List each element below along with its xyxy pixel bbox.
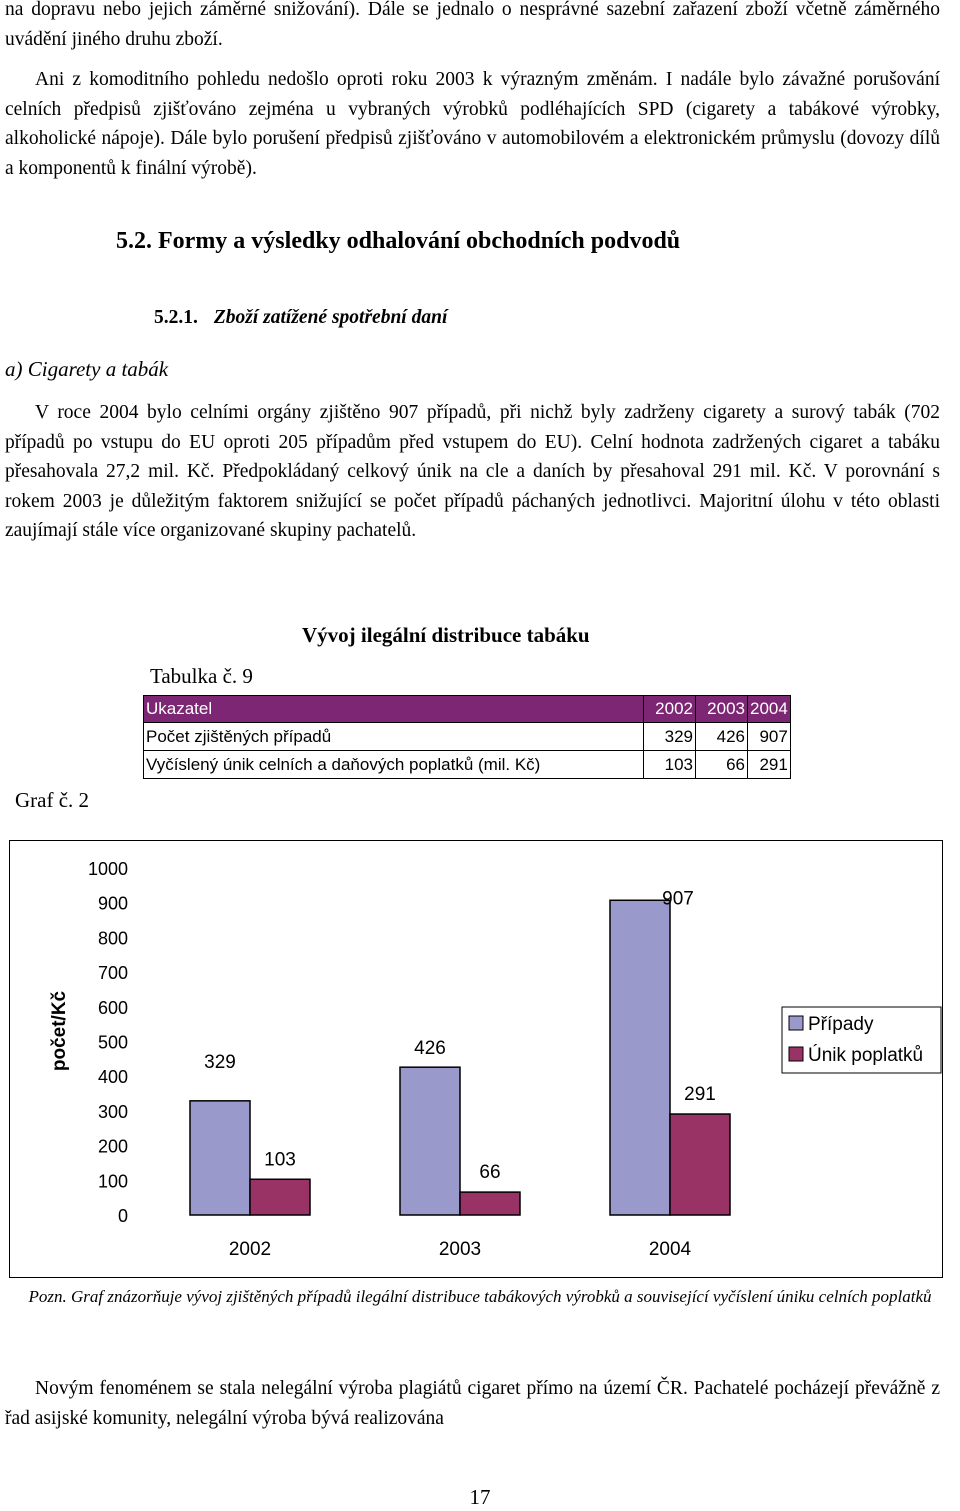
table-cell: 329 bbox=[644, 723, 696, 751]
table-header-row bbox=[144, 696, 791, 723]
x-tick-label: 2003 bbox=[438, 1239, 482, 1260]
y-tick-label: 300 bbox=[97, 1101, 128, 1122]
table-label: Tabulka č. 9 bbox=[150, 664, 253, 688]
bar-leak-2002 bbox=[250, 1179, 310, 1215]
table-header-cell: 2003 bbox=[696, 696, 748, 723]
bar-cases-2004 bbox=[610, 900, 670, 1215]
table-header-cell: 2002 bbox=[644, 696, 696, 723]
data-label: 103 bbox=[264, 1149, 296, 1171]
x-tick-label: 2002 bbox=[228, 1239, 272, 1260]
y-tick-label: 0 bbox=[117, 1206, 128, 1226]
chart-note bbox=[0, 1285, 960, 1308]
legend-swatch-leak bbox=[789, 1047, 803, 1061]
data-label: 907 bbox=[662, 888, 694, 910]
subsection-heading bbox=[154, 307, 447, 329]
table-cell: 103 bbox=[644, 751, 696, 779]
table-cell: 907 bbox=[748, 723, 791, 751]
chart-note-text: Pozn. Graf znázorňuje vývoj zjištěných případů ilegální distribuce tabákových výrobků a související vyčíslení úniku celních poplatků bbox=[28, 1287, 932, 1306]
bar-cases-2003 bbox=[400, 1067, 460, 1215]
bar-leak-2003 bbox=[460, 1192, 520, 1215]
data-table bbox=[143, 695, 791, 779]
y-tick-label: 400 bbox=[97, 1067, 128, 1088]
data-label: 291 bbox=[684, 1084, 716, 1106]
y-tick-label: 100 bbox=[97, 1171, 128, 1192]
graph-label: Graf č. 2 bbox=[15, 788, 90, 812]
table-header-cell: Ukazatel bbox=[144, 696, 644, 723]
data-label: 66 bbox=[479, 1162, 501, 1184]
y-tick-label: 900 bbox=[97, 893, 128, 914]
table-row bbox=[144, 751, 791, 779]
table-cell: 66 bbox=[696, 751, 748, 779]
section-heading: 5.2. Formy a výsledky odhalování obchodních podvodů bbox=[116, 228, 681, 254]
chart-title: Vývoj ilegální distribuce tabáku bbox=[302, 623, 590, 647]
table-cell: Počet zjištěných případů bbox=[144, 723, 644, 751]
paragraph-counterfeit: Novým fenoménem se stala nelegální výroba plagiátů cigaret přímo na území ČR. Pachatelé pocházejí převážně z řad asijské komunity, nelegální výroba bývá realizována bbox=[5, 1378, 940, 1429]
bar-leak-2004 bbox=[670, 1114, 730, 1215]
subsection-title: Zboží zatížené spotřební daní bbox=[213, 307, 448, 328]
y-tick-label: 800 bbox=[97, 928, 128, 949]
subsection-number: 5.2.1. bbox=[154, 307, 198, 328]
table-header-cell: 2004 bbox=[748, 696, 791, 723]
bar-chart bbox=[10, 841, 942, 1277]
y-tick-label: 200 bbox=[97, 1136, 128, 1157]
data-label: 426 bbox=[414, 1038, 446, 1060]
paragraph-commodity: Ani z komoditního pohledu nedošlo oproti roku 2003 k výrazným změnám. I nadále bylo závažné porušování celních předpisů zjišťováno zejména u vybraných výrobků podléhajících SPD (cigarety a tabákové výrobky, alkoholické nápoje). Dále bylo porušení předpisů zjišťováno v automobilovém a elektronickém průmyslu (dovozy dílů a komponentů k finální výrobě). bbox=[5, 69, 940, 179]
bar-cases-2002 bbox=[190, 1101, 250, 1215]
paragraph-intro: na dopravu nebo jejich záměrné snižování). Dále se jednalo o nesprávné sazební zařazení zboží včetně záměrného uvádění jiného druhu zboží. bbox=[5, 0, 940, 50]
chart-frame bbox=[9, 840, 943, 1278]
y-tick-label: 1000 bbox=[87, 859, 128, 879]
legend-swatch-cases bbox=[789, 1016, 803, 1030]
y-tick-label: 700 bbox=[97, 963, 128, 984]
y-tick-label: 600 bbox=[97, 997, 128, 1018]
y-axis-label: počet/Kč bbox=[49, 990, 70, 1072]
table-cell: 291 bbox=[748, 751, 791, 779]
legend-label-leak: Únik poplatků bbox=[808, 1045, 924, 1066]
table-cell: 426 bbox=[696, 723, 748, 751]
page-number: 17 bbox=[469, 1485, 491, 1509]
paragraph-cigarettes: V roce 2004 bylo celními orgány zjištěno 907 případů, při nichž byly zadrženy cigarety a surový tabák (702 případů po vstupu do EU oproti 205 případům před vstupem do EU). Celní hodnota zadržených cigaret a tabáku přesahovala 27,2 mil. Kč. Předpokládaný celkový únik na cle a daních by přesahoval 291 mil. Kč. V porovnání s rokem 2003 je důležitým faktorem snižující se počet případů páchaných jednotlivci. Majoritní úlohu v této oblasti zaujímají stále více organizované skupiny pachatelů. bbox=[5, 402, 940, 541]
table-cell: Vyčíslený únik celních a daňových poplatků (mil. Kč) bbox=[144, 751, 644, 779]
x-tick-label: 2004 bbox=[648, 1239, 692, 1260]
data-label: 329 bbox=[204, 1051, 236, 1073]
sub-heading-cigarettes: a) Cigarety a tabák bbox=[5, 357, 169, 381]
table-row bbox=[144, 723, 791, 751]
y-tick-label: 500 bbox=[97, 1032, 128, 1053]
legend-label-cases: Případy bbox=[808, 1014, 874, 1035]
